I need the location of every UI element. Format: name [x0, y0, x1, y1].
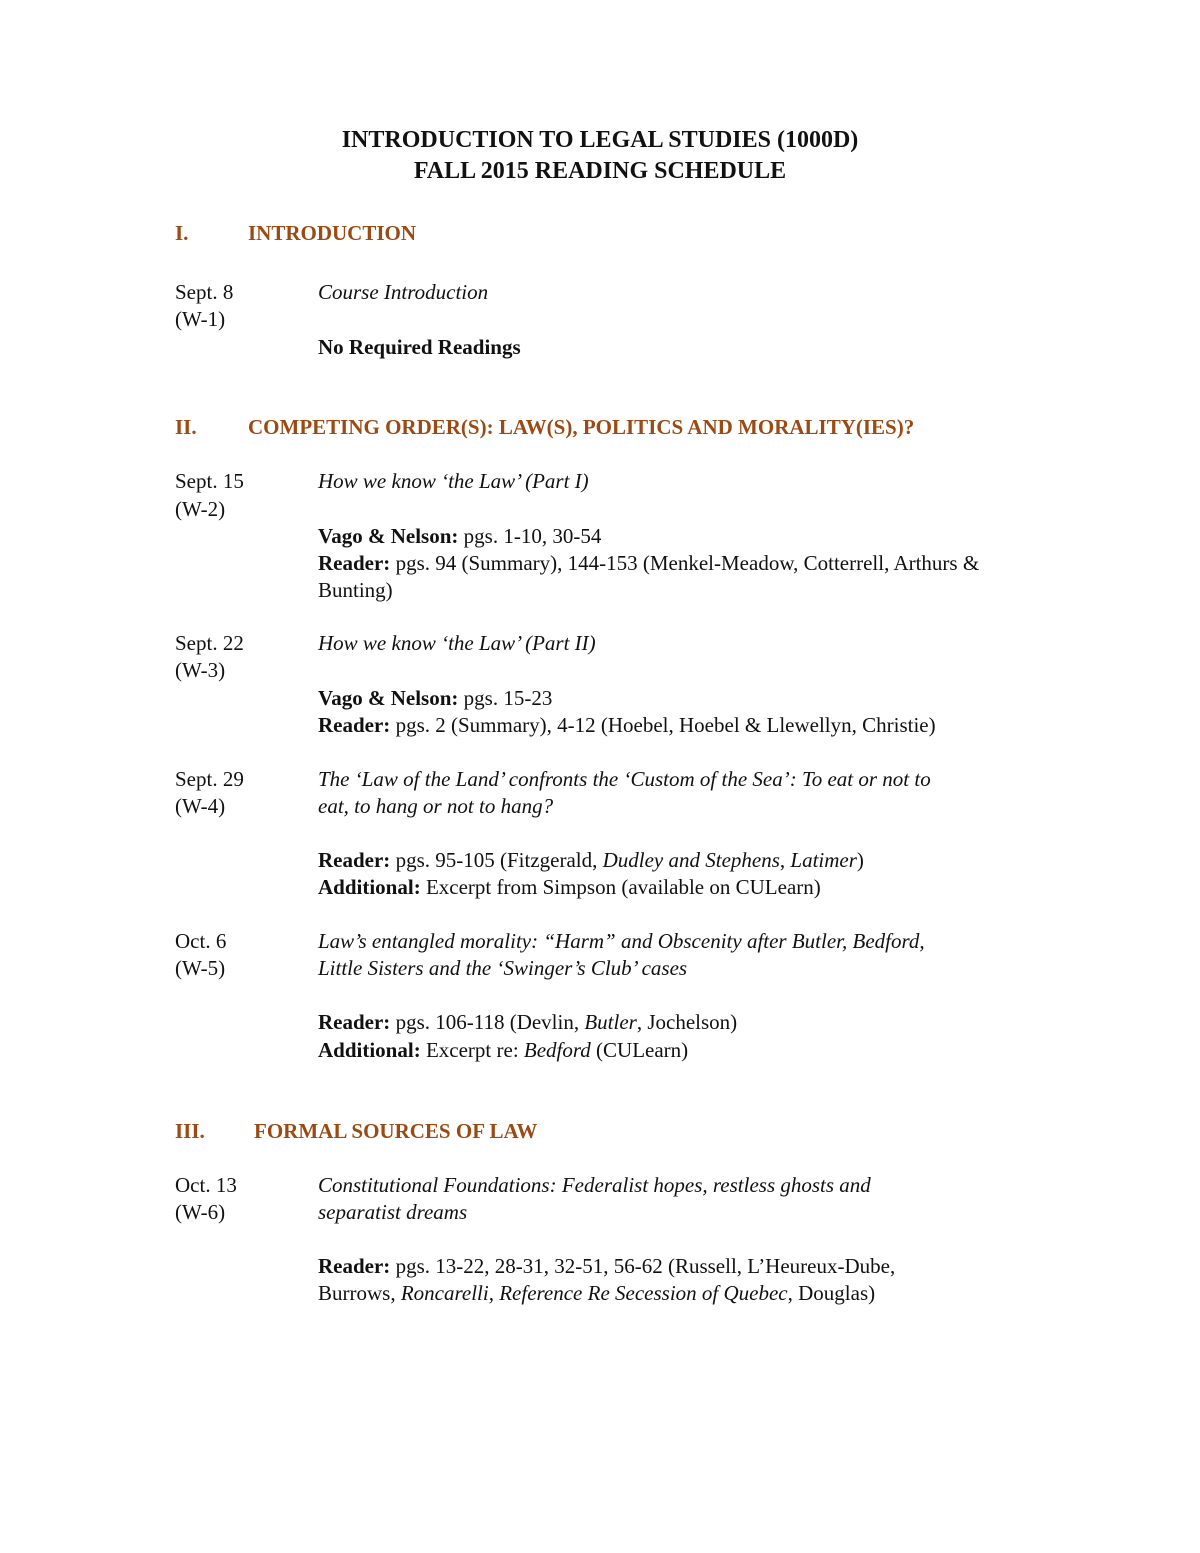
week-date: Sept. 8: [175, 280, 234, 304]
section-name: INTRODUCTION: [248, 221, 417, 245]
week-date: Oct. 6: [175, 929, 227, 953]
section-number: III.: [175, 1119, 205, 1143]
week-topic: Constitutional Foundations: Federalist hopes, restless ghosts and: [318, 1173, 871, 1197]
week-date: Sept. 22: [175, 631, 244, 655]
section-name: FORMAL SOURCES OF LAW: [254, 1119, 538, 1143]
reading-line: Vago & Nelson: pgs. 15-23: [318, 686, 553, 710]
week-number: (W-4): [175, 794, 226, 818]
week-topic: The ‘Law of the Land’ confronts the ‘Custom of the Sea’: To eat or not to: [318, 767, 931, 791]
document-title-line2: FALL 2015 READING SCHEDULE: [413, 158, 787, 184]
section-number: II.: [175, 415, 197, 439]
week-number: (W-2): [175, 497, 226, 521]
section-number: I.: [175, 221, 189, 245]
reading-line: Additional: Excerpt re: Bedford (CULearn): [318, 1038, 689, 1062]
reading-line-continued: Bunting): [318, 578, 393, 602]
week-topic: How we know ‘the Law’ (Part II): [318, 631, 596, 655]
reading-line: Reader: pgs. 13-22, 28-31, 32-51, 56-62 (Russell, L’Heureux-Dube,: [318, 1254, 896, 1278]
week-topic: Course Introduction: [318, 280, 489, 304]
reading-line: Reader: pgs. 2 (Summary), 4-12 (Hoebel, Hoebel & Llewellyn, Christie): [318, 713, 936, 737]
week-date: Sept. 29: [175, 767, 244, 791]
week-topic-continued: separatist dreams: [318, 1200, 468, 1224]
reading-line: Reader: pgs. 94 (Summary), 144-153 (Menkel-Meadow, Cotterrell, Arthurs &: [318, 551, 980, 575]
week-date: Sept. 15: [175, 469, 244, 493]
reading-line-continued: Burrows, Roncarelli, Reference Re Secession of Quebec, Douglas): [318, 1281, 876, 1305]
section-name: COMPETING ORDER(S): LAW(S), POLITICS AND MORALITY(IES)?: [248, 415, 915, 439]
week-topic-continued: eat, to hang or not to hang?: [318, 794, 554, 818]
week-topic: How we know ‘the Law’ (Part I): [318, 469, 589, 493]
week-number: (W-5): [175, 956, 226, 980]
reading-line: Reader: pgs. 95-105 (Fitzgerald, Dudley and Stephens, Latimer): [318, 848, 864, 872]
document-title-line1: INTRODUCTION TO LEGAL STUDIES (1000D): [341, 127, 859, 153]
week-topic: Law’s entangled morality: “Harm” and Obscenity after Butler, Bedford,: [318, 929, 925, 953]
week-date: Oct. 13: [175, 1173, 237, 1197]
reading-line: Additional: Excerpt from Simpson (available on CULearn): [318, 875, 821, 899]
week-number: (W-6): [175, 1200, 226, 1224]
week-number: (W-3): [175, 658, 226, 682]
no-readings-note: No Required Readings: [318, 335, 521, 359]
reading-line: Reader: pgs. 106-118 (Devlin, Butler, Jochelson): [318, 1010, 738, 1034]
week-number: (W-1): [175, 307, 226, 331]
reading-line: Vago & Nelson: pgs. 1-10, 30-54: [318, 524, 602, 548]
week-topic-continued: Little Sisters and the ‘Swinger’s Club’ cases: [318, 956, 688, 980]
